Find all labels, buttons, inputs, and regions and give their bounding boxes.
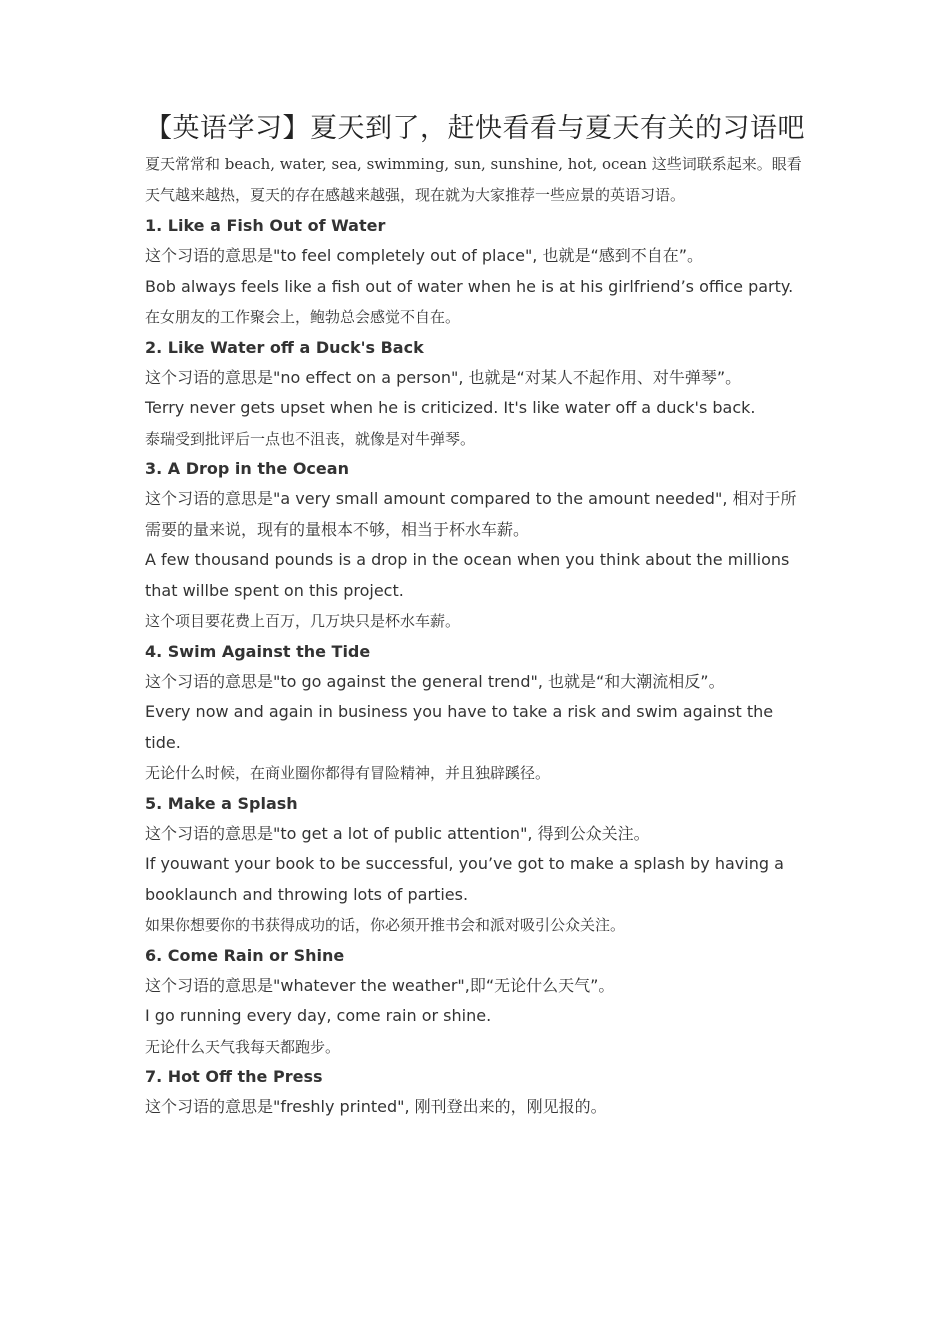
idiom-section bbox=[145, 789, 810, 941]
idiom-section bbox=[145, 941, 810, 1063]
idiom-meaning: 这个习语的意思是"no effect on a person", 也就是“对某人不起作用、对牛弹琴”。 bbox=[145, 367, 742, 387]
idiom-translation: 泰瑞受到批评后一点也不沮丧，就像是对牛弹琴。 bbox=[145, 429, 476, 448]
idiom-translation: 如果你想要你的书获得成功的话，你必须开推书会和派对吸引公众关注。 bbox=[145, 916, 626, 934]
idiom-translation: 无论什么天气我每天都跑步。 bbox=[145, 1037, 341, 1056]
idiom-meaning: 这个习语的意思是"to feel completely out of place", 也就是“感到不自在”。 bbox=[145, 246, 704, 265]
idiom-translation: 这个项目要花费上百万，几万块只是杯水车薪。 bbox=[145, 612, 461, 630]
idiom-heading: 5. Make a Splash bbox=[145, 793, 298, 813]
idiom-section bbox=[145, 1062, 810, 1123]
idiom-heading: 1. Like a Fish Out of Water bbox=[145, 216, 386, 235]
idiom-section bbox=[145, 454, 810, 637]
idiom-meaning: 这个习语的意思是"freshly printed", 刚刊登出来的，刚见报的。 bbox=[145, 1097, 607, 1116]
idiom-section bbox=[145, 211, 810, 333]
idiom-heading: 2. Like Water off a Duck's Back bbox=[145, 337, 424, 357]
idiom-meaning: 这个习语的意思是"to go against the general trend", 也就是“和大潮流相反”。 bbox=[145, 671, 725, 691]
idiom-heading: 7. Hot Off the Press bbox=[145, 1067, 323, 1086]
idiom-example: If youwant your book to be successful, you’ve got to make a splash by having a booklaunch and throwing lots of parties. bbox=[145, 854, 784, 904]
idiom-example: I go running every day, come rain or shine. bbox=[145, 1006, 492, 1025]
idiom-example: Every now and again in business you have to take a risk and swim against the tide. bbox=[145, 702, 774, 752]
idiom-section bbox=[145, 637, 810, 789]
idiom-example: Bob always feels like a fish out of water when he is at his girlfriend’s office party. bbox=[145, 276, 794, 296]
intro-paragraph: 夏天常常和 beach, water, sea, swimming, sun, sunshine, hot, ocean 这些词联系起来。眼看天气越来越热，夏天的存在感越来越强，现在就为大家推荐一些应景的英语习语。 bbox=[145, 155, 802, 204]
idiom-meaning: 这个习语的意思是"a very small amount compared to the amount needed", 相对于所需要的量来说，现有的量根本不够，相当于杯水车薪。 bbox=[145, 489, 797, 539]
idiom-translation: 在女朋友的工作聚会上，鲍勃总会感觉不自在。 bbox=[145, 308, 461, 326]
idiom-example: A few thousand pounds is a drop in the ocean when you think about the millions that willbe spent on this project. bbox=[145, 550, 790, 600]
idiom-meaning: 这个习语的意思是"whatever the weather",即“无论什么天气”。 bbox=[145, 975, 615, 995]
idiom-meaning: 这个习语的意思是"to get a lot of public attention", 得到公众关注。 bbox=[145, 823, 650, 843]
idiom-section bbox=[145, 333, 810, 455]
idiom-translation: 无论什么时候，在商业圈你都得有冒险精神，并且独辟蹊径。 bbox=[145, 764, 551, 782]
idiom-example: Terry never gets upset when he is criticized. It's like water off a duck's back. bbox=[145, 398, 756, 417]
document-title: 【英语学习】夏天到了，赶快看看与夏天有关的习语吧 bbox=[145, 113, 805, 144]
idiom-heading: 6. Come Rain or Shine bbox=[145, 945, 345, 965]
idiom-heading: 4. Swim Against the Tide bbox=[145, 641, 371, 661]
idiom-heading: 3. A Drop in the Ocean bbox=[145, 459, 349, 478]
